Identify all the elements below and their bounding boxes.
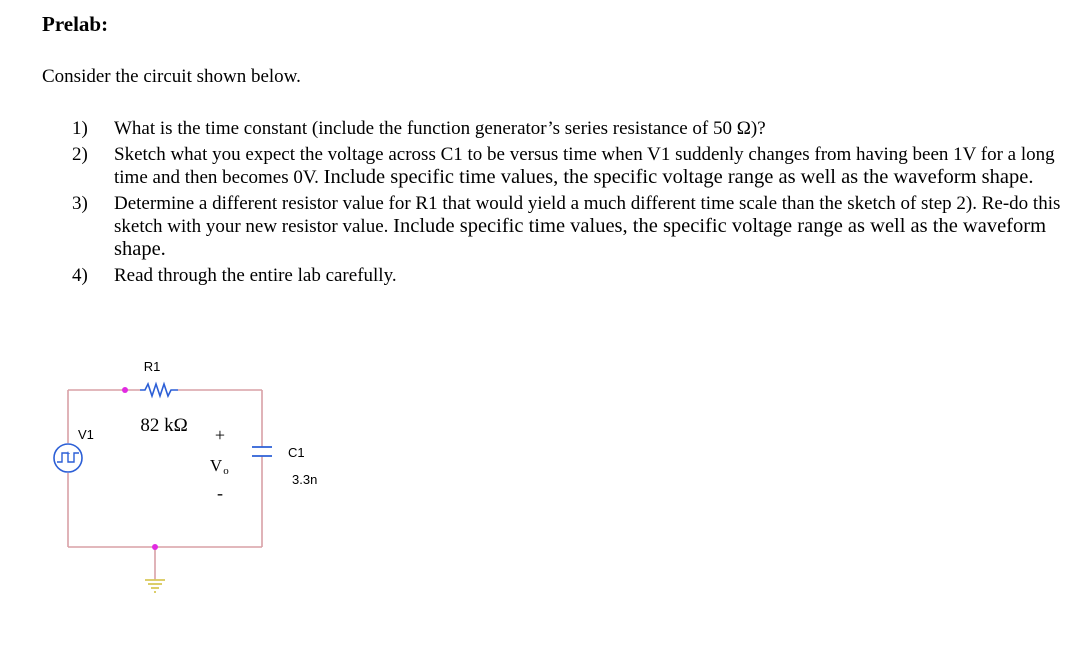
rc-circuit-schematic [0, 340, 400, 630]
r1-value: 82 kΩ [140, 415, 188, 436]
question-number: 3) [72, 193, 88, 214]
question-number: 4) [72, 265, 88, 286]
question-item [72, 144, 1062, 189]
question-text [114, 193, 1062, 261]
question-body: Sketch what you expect the voltage across C1 to be versus time when V1 suddenly changes from having been 1V for a long time and then becomes 0V. [114, 144, 1055, 188]
question-text [114, 144, 1062, 189]
question-body: Determine a different resistor value for R1 that would yield a much different time scale than the sketch of step 2). Re-do this sketch with your new resistor value. [114, 193, 1061, 237]
prelab-heading: Prelab: [42, 12, 109, 36]
c1-value: 3.3n [292, 472, 318, 487]
question-tail: Include specific time values, the specific voltage range as well as the waveform shape. [323, 166, 1034, 188]
question-tail: Include specific time values, the specific voltage range as well as the waveform shape. [114, 215, 1047, 260]
question-text [114, 118, 1062, 140]
r1-label: R1 [143, 359, 161, 374]
vo-subscript: o [223, 465, 229, 477]
question-item [72, 118, 1062, 140]
question-body: Read through the entire lab carefully. [114, 265, 397, 286]
ground-icon [145, 580, 165, 592]
question-item [72, 193, 1062, 261]
v1-label: V1 [78, 427, 94, 442]
question-number: 1) [72, 118, 88, 139]
question-text [114, 265, 1062, 287]
resistor-r1-icon [140, 384, 178, 396]
vo-minus-sign: - [217, 483, 223, 503]
intro-text: Consider the circuit shown below. [42, 66, 301, 87]
question-number: 2) [72, 144, 88, 165]
question-body: What is the time constant (include the function generator’s series resistance of 50 Ω)? [114, 118, 766, 139]
c1-label: C1 [288, 445, 305, 460]
vo-plus-sign: + [214, 425, 226, 445]
capacitor-c1-icon [252, 447, 272, 456]
question-item [72, 265, 1062, 287]
vo-label: V [209, 456, 223, 475]
node-dot [152, 544, 158, 550]
question-list [72, 118, 1062, 291]
voltage-source-v1-icon [54, 444, 82, 472]
node-dot [122, 387, 128, 393]
svg-text:+: + [65, 449, 71, 458]
